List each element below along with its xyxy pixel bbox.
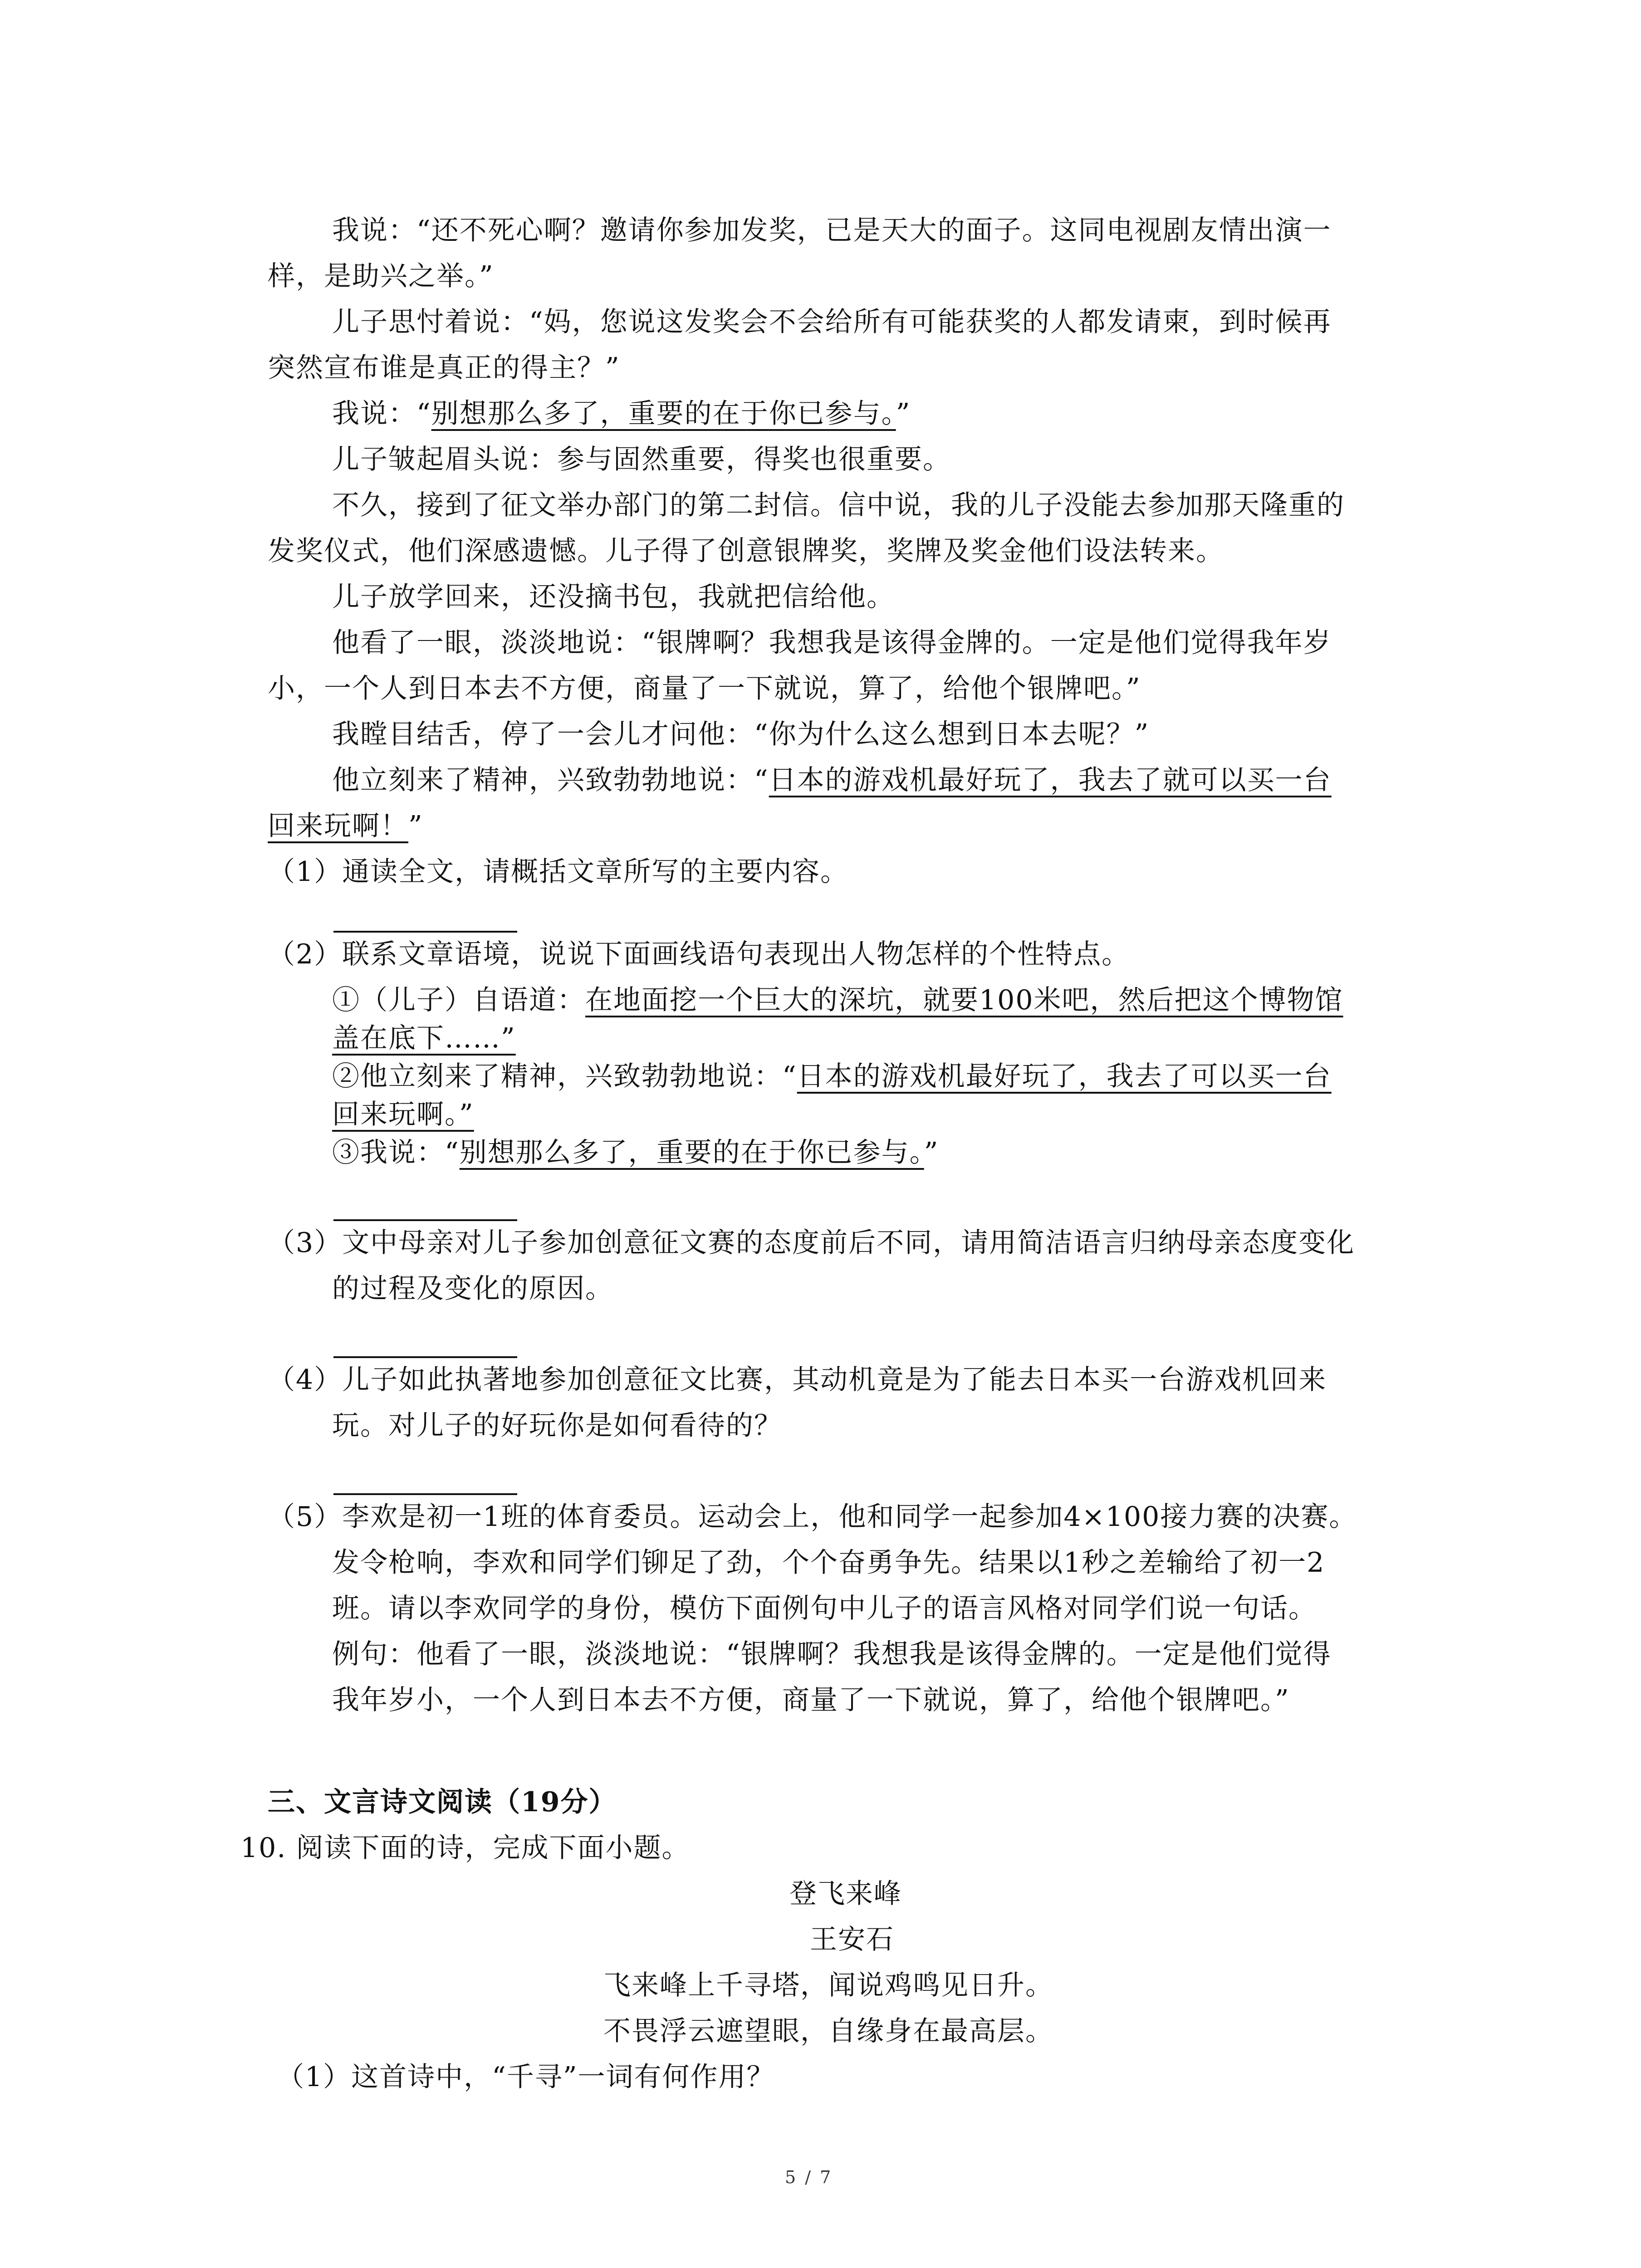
question-5-line1: （5）李欢是初一1班的体育委员。运动会上，他和同学一起参加4×100接力赛的决赛。 [268, 1501, 1357, 1533]
answer-blank-rule [333, 931, 517, 933]
poem-author: 王安石 [810, 1924, 894, 1955]
q2-item2-underlined-cont: 回来玩啊。” [332, 1099, 474, 1130]
q2-item3-underlined: 别想那么多了，重要的在于你已参与。 [459, 1137, 924, 1168]
poem-title: 登飞来峰 [789, 1878, 902, 1910]
q2-item3-prefix: ③我说：“ [332, 1137, 460, 1168]
story-p5-line2: 发奖仪式，他们深感遗憾。儿子得了创意银牌奖，奖牌及奖金他们设法转来。 [268, 535, 1224, 567]
story-p9-underlined: 日本的游戏机最好玩了，我去了就可以买一台 [769, 764, 1332, 796]
story-p4: 儿子皱起眉头说：参与固然重要，得奖也很重要。 [332, 444, 951, 475]
question-5-line3: 班。请以李欢同学的身份，模仿下面例句中儿子的语言风格对同学们说一句话。 [332, 1593, 1317, 1624]
question-2-item1-line1 [332, 982, 1343, 1018]
question-3-line1: （3）文中母亲对儿子参加创意征文赛的态度前后不同，请用简洁语言归纳母亲态度变化 [268, 1227, 1355, 1259]
page-number: 5 / 7 [785, 2167, 833, 2187]
poem-line-1: 飞来峰上千寻塔，闻说鸡鸣见日升。 [603, 1970, 1053, 2001]
story-p7-line1: 他看了一眼，淡淡地说：“银牌啊？我想我是该得金牌的。一定是他们觉得我年岁 [332, 627, 1332, 659]
question-5-example-line2: 我年岁小，一个人到日本去不方便，商量了一下就说，算了，给他个银牌吧。” [332, 1684, 1290, 1716]
story-p1-line1: 我说：“还不死心啊？邀请你参加发奖，已是天大的面子。这同电视剧友情出演一 [332, 215, 1332, 246]
question-4-line1: （4）儿子如此执著地参加创意征文比赛，其动机竟是为了能去日本买一台游戏机回来 [268, 1364, 1327, 1396]
question-2-intro: （2）联系文章语境，说说下面画线语句表现出人物怎样的个性特点。 [268, 938, 1130, 970]
question-2-item3 [332, 1134, 939, 1171]
q2-item3-suffix: ” [924, 1137, 939, 1168]
story-p7-line2: 小，一个人到日本去不方便，商量了一下就说，算了，给他个银牌吧。” [268, 673, 1141, 704]
question-5-example-line1: 例句：他看了一眼，淡淡地说：“银牌啊？我想我是该得金牌的。一定是他们觉得 [332, 1638, 1332, 1670]
story-p2-line2: 突然宣布谁是真正的得主？” [268, 352, 620, 384]
answer-blank-rule [333, 1356, 517, 1358]
story-p8: 我瞠目结舌，停了一会儿才问他：“你为什么这么想到日本去呢？” [332, 719, 1150, 750]
story-p2-line1: 儿子思忖着说：“妈，您说这发奖会不会给所有可能获奖的人都发请柬，到时候再 [332, 306, 1332, 338]
q2-item1-prefix: ①（儿子）自语道： [332, 984, 585, 1016]
story-p9-prefix: 他立刻来了精神，兴致勃勃地说：“ [332, 764, 769, 796]
question-2-item2-line1 [332, 1058, 1332, 1095]
story-p3-underlined: 别想那么多了，重要的在于你已参与。 [431, 398, 896, 430]
story-p3 [332, 396, 911, 432]
q2-item1-underlined: 在地面挖一个巨大的深坑，就要100米吧，然后把这个博物馆 [585, 984, 1343, 1016]
q2-item2-underlined: 日本的游戏机最好玩了，我去了可以买一台 [797, 1061, 1332, 1092]
poem-line-2: 不畏浮云遮望眼，自缘身在最高层。 [603, 2015, 1053, 2047]
section-3-heading: 三、文言诗文阅读（19分） [268, 1786, 617, 1818]
question-10-sub-1: （1）这首诗中，“千寻”一词有何作用？ [277, 2061, 775, 2093]
story-p6: 儿子放学回来，还没摘书包，我就把信给他。 [332, 581, 895, 613]
story-p9-suffix: ” [408, 810, 423, 842]
story-p9-line2 [268, 808, 423, 844]
answer-blank-rule [333, 1493, 517, 1495]
story-p3-prefix: 我说：“ [332, 398, 431, 430]
story-p9-line1 [332, 762, 1332, 798]
question-5-line2: 发令枪响，李欢和同学们铆足了劲，个个奋勇争先。结果以1秒之差输给了初一2 [332, 1547, 1325, 1579]
question-10: 10. 阅读下面的诗，完成下面小题。 [240, 1832, 690, 1864]
story-p9-underlined-cont: 回来玩啊！ [268, 810, 408, 842]
story-p1-line2: 样，是助兴之举。” [268, 260, 494, 292]
question-1: （1）通读全文，请概括文章所写的主要内容。 [268, 856, 849, 888]
story-p5-line1: 不久，接到了征文举办部门的第二封信。信中说，我的儿子没能去参加那天隆重的 [332, 489, 1345, 521]
answer-blank-rule [333, 1219, 517, 1221]
q2-item2-prefix: ②他立刻来了精神，兴致勃勃地说：“ [332, 1061, 797, 1092]
question-3-line2: 的过程及变化的原因。 [332, 1273, 613, 1305]
question-2-item1-line2 [332, 1020, 516, 1056]
question-4-line2: 玩。对儿子的好玩你是如何看待的？ [332, 1410, 782, 1442]
story-p3-suffix: ” [896, 398, 911, 430]
question-2-item2-line2 [332, 1096, 474, 1133]
q2-item1-underlined-cont: 盖在底下……” [332, 1022, 516, 1054]
